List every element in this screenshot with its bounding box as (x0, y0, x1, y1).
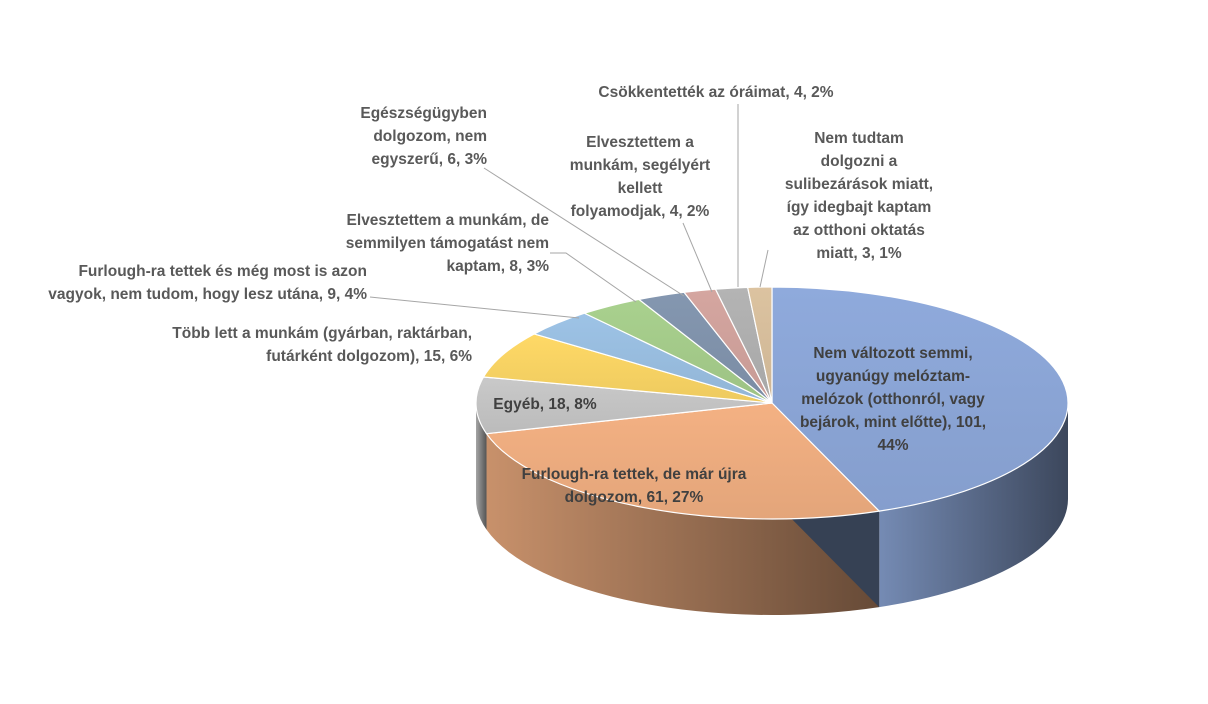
data-label-line: 44% (877, 437, 909, 454)
data-label-line: Elvesztettem a (586, 134, 694, 151)
data-label-line: folyamodjak, 4, 2% (570, 203, 710, 220)
data-label-5 (346, 212, 550, 275)
data-label-line: dolgozni a (820, 153, 898, 170)
leader-line-9 (760, 250, 768, 287)
data-label-line: semmilyen támogatást nem (345, 235, 549, 252)
data-label-9 (785, 130, 933, 262)
data-label-line: dolgozom, nem (373, 128, 487, 145)
data-label-line: Elvesztettem a munkám, de (346, 212, 549, 229)
data-label-line: melózok (otthonról, vagy (801, 391, 985, 408)
data-label-3 (172, 325, 472, 365)
data-label-line: így idegbajt kaptam (786, 199, 932, 216)
data-label-line: az otthoni oktatás (793, 222, 925, 239)
data-label-line: Furlough-ra tettek és még most is azon (78, 263, 367, 280)
data-label-line: egyszerű, 6, 3% (371, 151, 487, 168)
leader-line-7 (683, 223, 712, 292)
data-label-line: munkám, segélyért (569, 157, 711, 174)
data-label-line: Több lett a munkám (gyárban, raktárban, (172, 325, 472, 342)
data-label-line: Furlough-ra tettek, de már újra (521, 466, 747, 483)
leader-line-4 (370, 297, 579, 318)
leader-line-5 (550, 253, 636, 302)
data-label-line: sulibezárások miatt, (784, 176, 934, 193)
data-label-2 (493, 396, 597, 413)
data-label-line: Csökkentették az óráimat, 4, 2% (598, 84, 834, 101)
data-label-4 (48, 263, 367, 303)
data-label-line: dolgozom, 61, 27% (564, 489, 704, 506)
data-label-line: vagyok, nem tudom, hogy lesz utána, 9, 4% (48, 286, 367, 303)
data-label-line: kaptam, 8, 3% (446, 258, 549, 275)
data-label-line: futárként dolgozom), 15, 6% (266, 348, 472, 365)
data-label-line: Nem tudtam (814, 130, 904, 147)
data-label-line: Egyéb, 18, 8% (493, 396, 597, 413)
data-label-line: Nem változott semmi, (813, 345, 973, 362)
data-label-8 (598, 84, 833, 101)
data-label-line: miatt, 3, 1% (816, 245, 902, 262)
data-label-line: ugyanúgy melóztam- (815, 368, 971, 385)
data-label-7 (570, 134, 710, 220)
data-label-line: bejárok, mint előtte), 101, (799, 414, 987, 431)
data-label-line: Egészségügyben (360, 105, 487, 122)
data-label-line: kellett (617, 180, 663, 197)
data-label-6 (360, 105, 487, 168)
